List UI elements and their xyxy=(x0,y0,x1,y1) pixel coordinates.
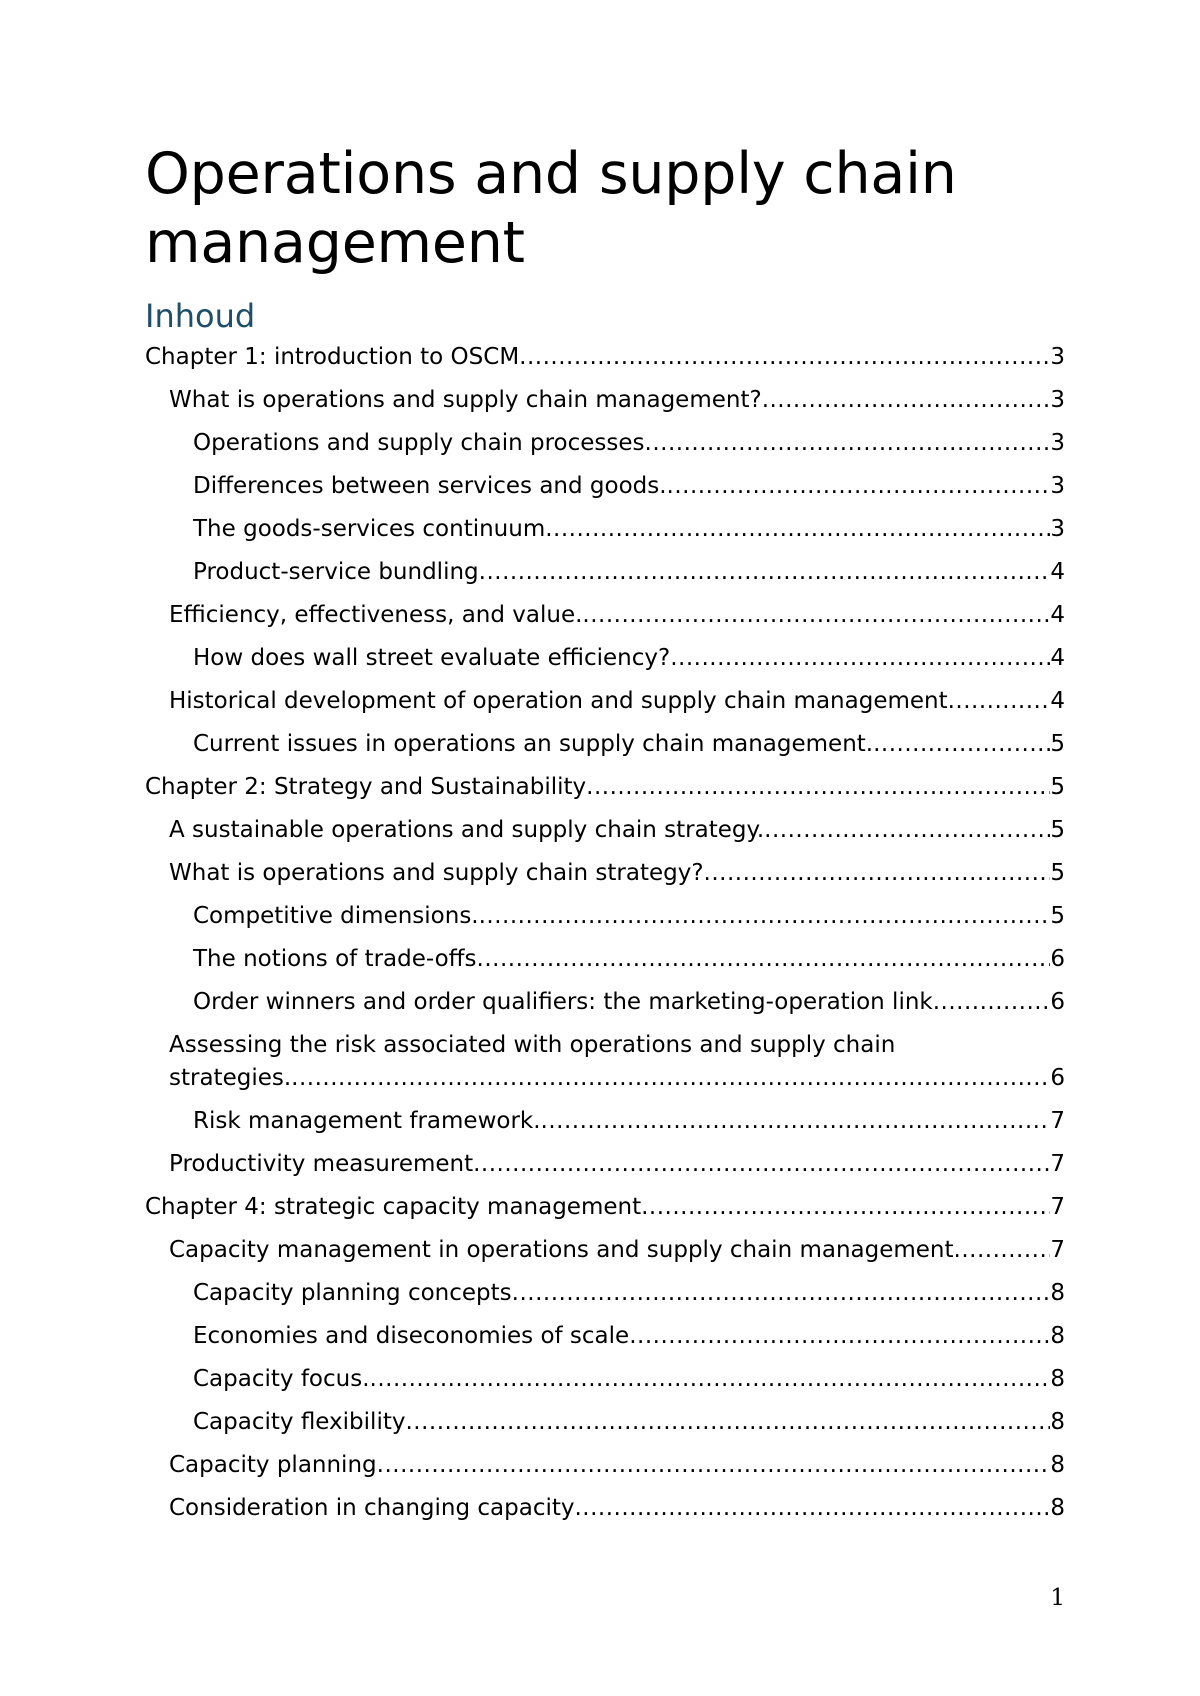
toc-entry[interactable] xyxy=(145,594,1065,637)
toc-entry[interactable] xyxy=(145,1024,1065,1100)
toc-entry-text: Chapter 4: strategic capacity management xyxy=(145,1194,642,1220)
dot-leader xyxy=(545,508,1050,551)
toc-entry-page: 6 xyxy=(1050,946,1065,972)
toc-entry-page: 4 xyxy=(1050,645,1065,671)
toc-entry-text: The notions of trade-offs xyxy=(193,946,477,972)
toc-entry-text: Differences between services and goods. xyxy=(193,473,667,499)
toc-entry-page: 3 xyxy=(1050,473,1065,499)
toc-entry[interactable] xyxy=(145,766,1065,809)
dot-leader xyxy=(291,1057,1050,1100)
dot-leader xyxy=(370,1358,1051,1401)
dot-leader xyxy=(582,594,1050,637)
toc-entry-text: Efficiency, effectiveness, and value. xyxy=(169,602,583,628)
dot-leader xyxy=(479,895,1051,938)
toc-entry-page: 5 xyxy=(1050,817,1065,843)
toc-entry[interactable] xyxy=(145,379,1065,422)
toc-entry-page: 7 xyxy=(1050,1237,1065,1263)
toc-entry-page: 3 xyxy=(1050,516,1065,542)
toc-entry[interactable] xyxy=(145,551,1065,594)
dot-leader xyxy=(575,1487,1051,1530)
toc-entry-text: Product-service bundling xyxy=(193,559,479,585)
toc-entry-page: 5 xyxy=(1050,903,1065,929)
dot-leader xyxy=(405,1401,1050,1444)
dot-leader xyxy=(473,1143,1050,1186)
dot-leader xyxy=(477,938,1051,981)
dot-leader xyxy=(764,809,1050,852)
toc-entry[interactable] xyxy=(145,895,1065,938)
dot-leader xyxy=(667,465,1051,508)
toc-entry[interactable] xyxy=(145,1358,1065,1401)
toc-entry-text: Capacity flexibility xyxy=(193,1409,406,1435)
toc-entry-page: 7 xyxy=(1050,1151,1065,1177)
toc-entry-page: 7 xyxy=(1050,1194,1065,1220)
toc-entry[interactable] xyxy=(145,809,1065,852)
toc-entry[interactable] xyxy=(145,938,1065,981)
toc-entry[interactable] xyxy=(145,1229,1065,1272)
toc-entry[interactable] xyxy=(145,637,1065,680)
toc-entry-text: Risk management framework. xyxy=(193,1108,541,1134)
toc-entry-text: Consideration in changing capacity xyxy=(169,1495,575,1521)
dot-leader xyxy=(641,1186,1050,1229)
toc-entry[interactable] xyxy=(145,1272,1065,1315)
toc-entry-page: 4 xyxy=(1050,559,1065,585)
dot-leader xyxy=(377,1444,1051,1487)
dot-leader xyxy=(629,1315,1050,1358)
dot-leader xyxy=(519,336,1050,379)
dot-leader xyxy=(948,680,1051,723)
toc-entry-text: Chapter 1: introduction to OSCM xyxy=(145,344,520,370)
toc-entry-page: 8 xyxy=(1050,1323,1065,1349)
toc-entry-text-continuation: strategies. xyxy=(169,1065,292,1091)
toc-entry-page: 3 xyxy=(1050,344,1065,370)
dot-leader xyxy=(670,637,1050,680)
toc-entry-page: 8 xyxy=(1050,1409,1065,1435)
toc-entry-page: 8 xyxy=(1050,1452,1065,1478)
toc-entry-page: 7 xyxy=(1050,1108,1065,1134)
toc-entry-text: Historical development of operation and supply chain management xyxy=(169,688,948,714)
toc-entry[interactable] xyxy=(145,1186,1065,1229)
toc-entry-text: Capacity management in operations and supply chain management xyxy=(169,1237,954,1263)
toc-entry-text: Operations and supply chain processes xyxy=(193,430,645,456)
dot-leader xyxy=(541,1100,1051,1143)
page-number: 1 xyxy=(1050,1585,1065,1611)
toc-entry-text: Capacity focus. xyxy=(193,1366,370,1392)
toc-entry-text: Capacity planning concepts xyxy=(193,1280,512,1306)
toc-entry[interactable] xyxy=(145,981,1065,1024)
page-title: Operations and supply chain management xyxy=(145,141,957,276)
toc-entry[interactable] xyxy=(145,465,1065,508)
toc-entry-text: What is operations and supply chain strategy? xyxy=(169,860,704,886)
toc-entry[interactable] xyxy=(145,1444,1065,1487)
toc-entry-text: Chapter 2: Strategy and Sustainability xyxy=(145,774,587,800)
toc-entry[interactable] xyxy=(145,1143,1065,1186)
toc-entry-text: Competitive dimensions. xyxy=(193,903,479,929)
toc-entry[interactable] xyxy=(145,336,1065,379)
toc-entry-page: 5 xyxy=(1050,860,1065,886)
toc-entry[interactable] xyxy=(145,1315,1065,1358)
dot-leader xyxy=(704,852,1051,895)
dot-leader xyxy=(873,723,1050,766)
toc-entry[interactable] xyxy=(145,1401,1065,1444)
toc-entry-page: 8 xyxy=(1050,1280,1065,1306)
toc-entry-line2 xyxy=(169,1057,1065,1100)
dot-leader xyxy=(586,766,1050,809)
toc-entry-page: 8 xyxy=(1050,1495,1065,1521)
toc-entry[interactable] xyxy=(145,852,1065,895)
toc-entry-page: 8 xyxy=(1050,1366,1065,1392)
toc-entry-text: Productivity measurement xyxy=(169,1151,474,1177)
toc-entry-page: 5 xyxy=(1050,774,1065,800)
toc-entry[interactable] xyxy=(145,508,1065,551)
toc-entry-text: How does wall street evaluate efficiency? xyxy=(193,645,671,671)
toc-entry-page: 5 xyxy=(1050,731,1065,757)
table-of-contents xyxy=(145,336,1065,1530)
toc-entry-page: 6 xyxy=(1050,989,1065,1015)
toc-entry-page: 3 xyxy=(1050,387,1065,413)
toc-entry-text: The goods-services continuum xyxy=(193,516,546,542)
toc-entry-text: Economies and diseconomies of scale xyxy=(193,1323,630,1349)
toc-entry-text: Assessing the risk associated with operations and supply chain xyxy=(169,1032,896,1058)
dot-leader xyxy=(762,379,1051,422)
toc-entry-page: 4 xyxy=(1050,602,1065,628)
toc-entry-page: 3 xyxy=(1050,430,1065,456)
toc-entry[interactable] xyxy=(145,1487,1065,1530)
toc-entry-text: Order winners and order qualifiers: the marketing-operation link xyxy=(193,989,933,1015)
toc-entry-text: Current issues in operations an supply chain management. xyxy=(193,731,874,757)
toc-entry-page: 6 xyxy=(1050,1065,1065,1091)
toc-entry-text: Capacity planning xyxy=(169,1452,377,1478)
dot-leader xyxy=(512,1272,1051,1315)
toc-entry-page: 4 xyxy=(1050,688,1065,714)
toc-entry-text: What is operations and supply chain management? xyxy=(169,387,762,413)
toc-entry-text: A sustainable operations and supply chain strategy. xyxy=(169,817,765,843)
dot-leader xyxy=(645,422,1051,465)
dot-leader xyxy=(954,1229,1051,1272)
dot-leader xyxy=(479,551,1051,594)
toc-entry[interactable] xyxy=(145,680,1065,723)
toc-entry[interactable] xyxy=(145,422,1065,465)
toc-entry[interactable] xyxy=(145,1100,1065,1143)
toc-heading: Inhoud xyxy=(145,297,256,335)
dot-leader xyxy=(933,981,1051,1024)
toc-entry[interactable] xyxy=(145,723,1065,766)
